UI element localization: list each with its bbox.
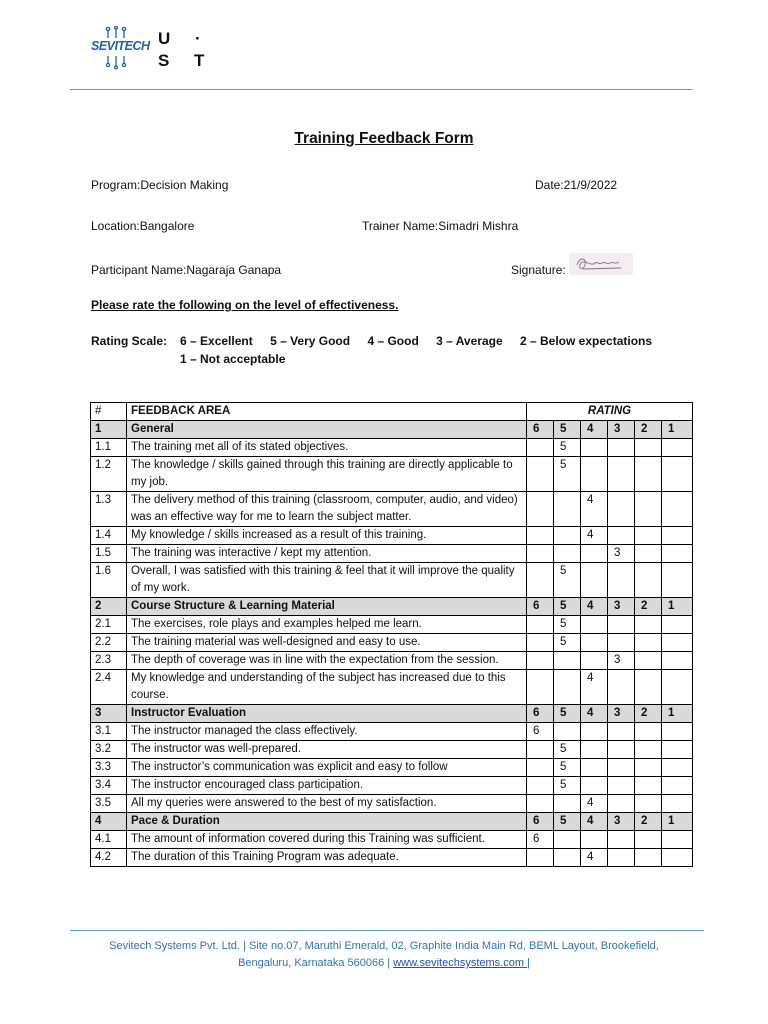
rating-cell xyxy=(635,723,662,741)
rating-cell: 4 xyxy=(581,670,608,705)
rating-cell xyxy=(662,723,693,741)
section-title: Instructor Evaluation xyxy=(127,705,527,723)
rating-column-header: 6 xyxy=(527,598,554,616)
rating-cell xyxy=(635,741,662,759)
rating-cell xyxy=(608,616,635,634)
row-number: 3.3 xyxy=(91,759,127,777)
rating-column-header: 1 xyxy=(662,421,693,439)
rating-column-header: 2 xyxy=(635,813,662,831)
row-number: 4.1 xyxy=(91,831,127,849)
feedback-statement: The instructor encouraged class participation. xyxy=(127,777,527,795)
rating-cell xyxy=(635,795,662,813)
rating-column-header: 1 xyxy=(662,598,693,616)
table-row xyxy=(91,652,693,670)
footer-address-line2 xyxy=(0,955,768,972)
rating-scale-line1 xyxy=(180,334,652,348)
rating-cell xyxy=(527,527,554,545)
program-field: Program:Decision Making xyxy=(91,178,229,192)
rating-cell xyxy=(608,439,635,457)
sevitech-wordmark: SEVITECH xyxy=(91,39,150,53)
rating-column-header: 4 xyxy=(581,705,608,723)
rating-column-header: 2 xyxy=(635,598,662,616)
rating-cell xyxy=(635,527,662,545)
feedback-statement: My knowledge and understanding of the subject has increased due to this course. xyxy=(127,670,527,705)
table-row xyxy=(91,527,693,545)
rating-column-header: 5 xyxy=(554,813,581,831)
rating-cell xyxy=(527,795,554,813)
rating-cell xyxy=(527,616,554,634)
row-number: 3.4 xyxy=(91,777,127,795)
rating-cell xyxy=(635,670,662,705)
rating-cell: 5 xyxy=(554,759,581,777)
rating-cell: 4 xyxy=(581,492,608,527)
feedback-table xyxy=(90,402,693,867)
rating-cell xyxy=(581,652,608,670)
rating-scale-label: Rating Scale: xyxy=(91,334,168,348)
rating-cell xyxy=(554,795,581,813)
row-number: 1 xyxy=(91,421,127,439)
feedback-statement: The instructor’s communication was explicit and easy to follow xyxy=(127,759,527,777)
feedback-statement: The knowledge / skills gained through this training are directly applicable to my job. xyxy=(127,457,527,492)
rating-cell xyxy=(662,492,693,527)
section-row xyxy=(91,421,693,439)
col-area-header: FEEDBACK AREA xyxy=(127,403,527,421)
feedback-statement: The instructor managed the class effectively. xyxy=(127,723,527,741)
rating-cell xyxy=(662,741,693,759)
rating-cell xyxy=(581,777,608,795)
rating-cell xyxy=(608,849,635,867)
rating-cell: 5 xyxy=(554,457,581,492)
row-number: 1.6 xyxy=(91,563,127,598)
row-number: 1.2 xyxy=(91,457,127,492)
rating-cell xyxy=(635,652,662,670)
rating-column-header: 6 xyxy=(527,421,554,439)
rating-cell xyxy=(554,652,581,670)
table-row xyxy=(91,457,693,492)
rating-cell: 5 xyxy=(554,777,581,795)
table-row xyxy=(91,759,693,777)
rating-cell: 3 xyxy=(608,652,635,670)
scale-5: 5 – Very Good xyxy=(270,334,351,348)
footer-divider xyxy=(70,930,704,931)
feedback-statement: The training met all of its stated objectives. xyxy=(127,439,527,457)
rating-cell xyxy=(527,634,554,652)
footer-address-line1: Sevitech Systems Pvt. Ltd. | Site no.07, Maruthi Emerald, 02, Graphite India Main Rd, BEML Layout, Brookefield, xyxy=(109,940,659,952)
table-row xyxy=(91,616,693,634)
section-title: General xyxy=(127,421,527,439)
table-body xyxy=(91,421,693,867)
rating-cell xyxy=(527,439,554,457)
ust-logo-line1: U · xyxy=(158,29,211,48)
rating-cell xyxy=(581,634,608,652)
rating-column-header: 3 xyxy=(608,813,635,831)
rating-cell xyxy=(554,670,581,705)
row-number: 4.2 xyxy=(91,849,127,867)
rating-column-header: 5 xyxy=(554,421,581,439)
scale-3: 3 – Average xyxy=(436,334,503,348)
table-row xyxy=(91,563,693,598)
signature-image xyxy=(569,253,633,275)
rating-column-header: 6 xyxy=(527,813,554,831)
row-number: 2.2 xyxy=(91,634,127,652)
row-number: 2.3 xyxy=(91,652,127,670)
rating-column-header: 4 xyxy=(581,421,608,439)
rating-column-header: 3 xyxy=(608,421,635,439)
rating-cell xyxy=(581,563,608,598)
scale-6: 6 – Excellent xyxy=(180,334,253,348)
signature-label: Signature: xyxy=(511,263,566,277)
rating-cell xyxy=(608,492,635,527)
rating-cell xyxy=(608,741,635,759)
table-row xyxy=(91,670,693,705)
table-row xyxy=(91,545,693,563)
rating-cell xyxy=(662,457,693,492)
footer-separator: | xyxy=(527,957,530,969)
section-title: Pace & Duration xyxy=(127,813,527,831)
rating-cell: 5 xyxy=(554,741,581,759)
table-row xyxy=(91,634,693,652)
rating-cell xyxy=(662,634,693,652)
rating-cell xyxy=(608,777,635,795)
rating-cell xyxy=(662,439,693,457)
rating-cell xyxy=(635,831,662,849)
feedback-statement: The delivery method of this training (classroom, computer, audio, and video) was an effective way for me to learn the subject matter. xyxy=(127,492,527,527)
row-number: 3.1 xyxy=(91,723,127,741)
row-number: 1.4 xyxy=(91,527,127,545)
rating-cell xyxy=(608,634,635,652)
rating-cell xyxy=(581,616,608,634)
rating-cell xyxy=(581,831,608,849)
row-number: 1.5 xyxy=(91,545,127,563)
rating-cell xyxy=(527,777,554,795)
rating-cell xyxy=(635,457,662,492)
rating-cell xyxy=(635,545,662,563)
feedback-statement: The amount of information covered during this Training was sufficient. xyxy=(127,831,527,849)
rating-cell xyxy=(635,777,662,795)
feedback-statement: The instructor was well-prepared. xyxy=(127,741,527,759)
footer xyxy=(0,938,768,972)
rating-cell xyxy=(581,759,608,777)
rating-cell xyxy=(662,831,693,849)
rating-cell xyxy=(554,527,581,545)
section-title: Course Structure & Learning Material xyxy=(127,598,527,616)
rating-column-header: 6 xyxy=(527,705,554,723)
rating-cell xyxy=(635,563,662,598)
rating-cell xyxy=(635,616,662,634)
rating-cell xyxy=(608,457,635,492)
rating-cell xyxy=(554,849,581,867)
row-number: 2 xyxy=(91,598,127,616)
section-row xyxy=(91,813,693,831)
table-row xyxy=(91,849,693,867)
rating-cell xyxy=(662,795,693,813)
table-row xyxy=(91,795,693,813)
trainer-field: Trainer Name:Simadri Mishra xyxy=(362,219,519,233)
rating-column-header: 5 xyxy=(554,598,581,616)
row-number: 4 xyxy=(91,813,127,831)
rating-cell xyxy=(662,759,693,777)
feedback-statement: The training material was well-designed and easy to use. xyxy=(127,634,527,652)
website-link[interactable]: www.sevitechsystems.com xyxy=(393,957,528,969)
rating-column-header: 2 xyxy=(635,421,662,439)
row-number: 1.1 xyxy=(91,439,127,457)
feedback-statement: All my queries were answered to the best of my satisfaction. xyxy=(127,795,527,813)
col-rating-header: RATING xyxy=(527,403,693,421)
rating-cell xyxy=(662,563,693,598)
rating-cell xyxy=(608,670,635,705)
rating-cell: 5 xyxy=(554,439,581,457)
rating-cell xyxy=(554,545,581,563)
rating-cell: 4 xyxy=(581,795,608,813)
col-num-header: # xyxy=(91,403,127,421)
section-row xyxy=(91,705,693,723)
rating-cell xyxy=(527,563,554,598)
row-number: 2.1 xyxy=(91,616,127,634)
rating-cell xyxy=(527,759,554,777)
participant-field: Participant Name:Nagaraja Ganapa xyxy=(91,263,282,277)
rating-column-header: 1 xyxy=(662,705,693,723)
rating-column-header: 3 xyxy=(608,598,635,616)
feedback-statement: The exercises, role plays and examples helped me learn. xyxy=(127,616,527,634)
ust-logo xyxy=(158,28,214,72)
rating-cell xyxy=(662,670,693,705)
rating-cell: 4 xyxy=(581,527,608,545)
rating-column-header: 1 xyxy=(662,813,693,831)
location-field: Location:Bangalore xyxy=(91,219,195,233)
rating-cell xyxy=(635,634,662,652)
table-row xyxy=(91,492,693,527)
rating-cell xyxy=(581,439,608,457)
sevitech-logo xyxy=(88,26,148,70)
row-number: 3.2 xyxy=(91,741,127,759)
feedback-statement: The training was interactive / kept my attention. xyxy=(127,545,527,563)
rating-cell xyxy=(662,652,693,670)
rating-cell xyxy=(635,492,662,527)
rating-cell: 5 xyxy=(554,563,581,598)
row-number: 1.3 xyxy=(91,492,127,527)
feedback-statement: My knowledge / skills increased as a result of this training. xyxy=(127,527,527,545)
rating-column-header: 2 xyxy=(635,705,662,723)
scale-4: 4 – Good xyxy=(367,334,419,348)
rating-cell xyxy=(608,759,635,777)
table-row xyxy=(91,831,693,849)
rating-cell xyxy=(554,723,581,741)
rating-cell xyxy=(581,457,608,492)
rating-cell xyxy=(635,849,662,867)
scale-2: 2 – Below expectations xyxy=(519,334,653,348)
rating-cell xyxy=(527,492,554,527)
rating-cell xyxy=(608,563,635,598)
section-row xyxy=(91,598,693,616)
rating-cell xyxy=(527,545,554,563)
header-logos xyxy=(88,26,288,70)
rate-instruction: Please rate the following on the level of effectiveness. xyxy=(91,298,399,312)
date-field: Date:21/9/2022 xyxy=(535,178,618,192)
rating-cell xyxy=(608,723,635,741)
rating-cell xyxy=(608,795,635,813)
ust-logo-line2: S T xyxy=(158,51,215,70)
rating-scale-line2 xyxy=(180,352,285,366)
row-number: 3.5 xyxy=(91,795,127,813)
rating-cell xyxy=(662,849,693,867)
rating-cell xyxy=(662,616,693,634)
table-row xyxy=(91,439,693,457)
rating-cell xyxy=(581,741,608,759)
rating-cell xyxy=(662,527,693,545)
feedback-statement: The duration of this Training Program was adequate. xyxy=(127,849,527,867)
rating-cell xyxy=(662,545,693,563)
rating-cell xyxy=(527,670,554,705)
rating-cell xyxy=(581,545,608,563)
rating-column-header: 4 xyxy=(581,813,608,831)
row-number: 3 xyxy=(91,705,127,723)
rating-cell xyxy=(608,831,635,849)
form-title: Training Feedback Form xyxy=(294,130,474,147)
header-divider xyxy=(70,89,692,90)
rating-cell xyxy=(635,759,662,777)
rating-cell xyxy=(608,527,635,545)
rating-cell: 6 xyxy=(527,831,554,849)
rating-cell xyxy=(527,652,554,670)
feedback-statement: Overall, I was satisfied with this training & feel that it will improve the quality of my work. xyxy=(127,563,527,598)
rating-cell: 4 xyxy=(581,849,608,867)
rating-cell xyxy=(554,831,581,849)
table-row xyxy=(91,723,693,741)
rating-cell xyxy=(635,439,662,457)
rating-column-header: 5 xyxy=(554,705,581,723)
rating-cell xyxy=(527,457,554,492)
rating-column-header: 4 xyxy=(581,598,608,616)
rating-cell: 5 xyxy=(554,616,581,634)
rating-cell xyxy=(581,723,608,741)
rating-cell xyxy=(662,777,693,795)
handwritten-signature-icon xyxy=(569,253,633,275)
scale-1: 1 – Not acceptable xyxy=(180,352,286,366)
table-row xyxy=(91,777,693,795)
rating-cell: 3 xyxy=(608,545,635,563)
row-number: 2.4 xyxy=(91,670,127,705)
table-row xyxy=(91,741,693,759)
rating-cell xyxy=(527,849,554,867)
rating-cell: 5 xyxy=(554,634,581,652)
rating-column-header: 3 xyxy=(608,705,635,723)
rating-cell: 6 xyxy=(527,723,554,741)
rating-cell xyxy=(554,492,581,527)
rating-cell xyxy=(527,741,554,759)
footer-address-city: Bengaluru, Karnataka 560066 | xyxy=(238,957,394,969)
table-header-row xyxy=(91,403,693,421)
feedback-statement: The depth of coverage was in line with the expectation from the session. xyxy=(127,652,527,670)
